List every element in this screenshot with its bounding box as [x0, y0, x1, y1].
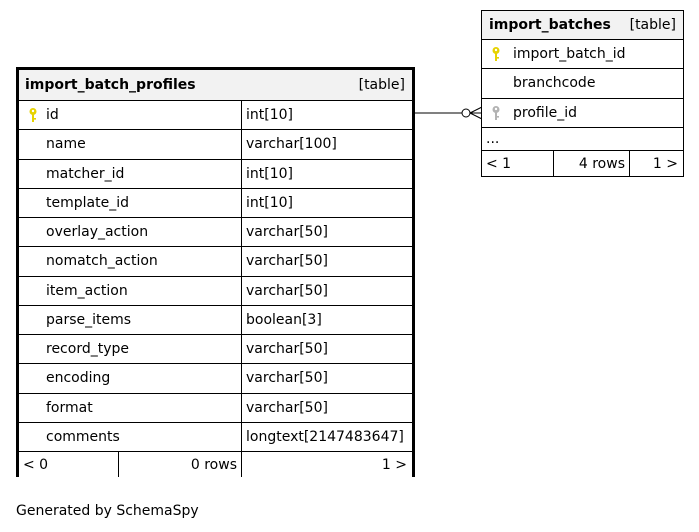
column-row-overlay-action[interactable] — [19, 218, 412, 247]
column-type: longtext[2147483647] — [246, 428, 404, 445]
column-row-import-batch-id[interactable] — [482, 40, 683, 69]
column-name: comments — [46, 428, 120, 445]
column-type: int[10] — [246, 194, 293, 211]
column-row-profile-id[interactable] — [482, 99, 683, 128]
column-name: name — [46, 136, 86, 153]
table-kind-label: [table] — [358, 77, 405, 93]
column-type: int[10] — [246, 165, 293, 182]
column-type: varchar[50] — [246, 224, 328, 241]
column-type: varchar[50] — [246, 253, 328, 270]
column-type: int[10] — [246, 107, 293, 124]
column-row-format[interactable] — [19, 394, 412, 423]
column-name: template_id — [46, 194, 129, 211]
column-type: varchar[50] — [246, 399, 328, 416]
table-footer — [482, 151, 683, 176]
table-import-batches[interactable] — [481, 10, 684, 177]
column-row-matcher-id[interactable] — [19, 160, 412, 189]
column-type: boolean[3] — [246, 311, 322, 328]
column-row-comments[interactable] — [19, 423, 412, 452]
column-name: item_action — [46, 282, 128, 299]
column-row-name[interactable] — [19, 130, 412, 159]
primary-key-icon — [28, 107, 38, 123]
column-type: varchar[50] — [246, 282, 328, 299]
column-name: import_batch_id — [513, 46, 626, 63]
footer-next: 1 > — [381, 456, 407, 473]
column-row-id[interactable] — [19, 101, 412, 130]
footer-row-count: 0 rows — [190, 456, 237, 473]
footer-prev: < 1 — [486, 155, 512, 172]
column-name: format — [46, 399, 93, 416]
column-type: varchar[50] — [246, 341, 328, 358]
footer-row-count: 4 rows — [578, 155, 625, 172]
column-name: branchcode — [513, 75, 596, 92]
footer-next: 1 > — [652, 155, 678, 172]
table-ellipsis-row — [482, 128, 683, 151]
table-header — [482, 11, 683, 40]
column-row-item-action[interactable] — [19, 277, 412, 306]
column-name: overlay_action — [46, 224, 149, 241]
column-name: id — [46, 107, 59, 124]
generated-by-note: Generated by SchemaSpy — [16, 503, 199, 519]
column-name: parse_items — [46, 311, 132, 328]
ellipsis: ... — [486, 131, 500, 147]
zero-or-many-circle — [462, 109, 470, 117]
foreign-key-icon — [491, 105, 501, 121]
table-header — [19, 70, 412, 101]
column-row-nomatch-action[interactable] — [19, 247, 412, 276]
column-row-branchcode[interactable] — [482, 69, 683, 98]
column-type: varchar[50] — [246, 370, 328, 387]
table-kind-label: [table] — [629, 17, 676, 33]
table-name: import_batch_profiles — [25, 77, 196, 93]
column-name: nomatch_action — [46, 253, 158, 270]
table-name: import_batches — [489, 17, 611, 33]
table-footer — [19, 452, 412, 477]
column-type: varchar[100] — [246, 136, 337, 153]
table-import-batch-profiles[interactable] — [16, 67, 415, 477]
column-name: encoding — [46, 370, 111, 387]
column-row-encoding[interactable] — [19, 364, 412, 393]
column-row-record-type[interactable] — [19, 335, 412, 364]
column-row-parse-items[interactable] — [19, 306, 412, 335]
column-row-template-id[interactable] — [19, 189, 412, 218]
column-name: profile_id — [513, 104, 577, 121]
column-name: record_type — [46, 341, 129, 358]
primary-key-icon — [491, 46, 501, 62]
footer-prev: < 0 — [23, 456, 49, 473]
column-name: matcher_id — [46, 165, 125, 182]
